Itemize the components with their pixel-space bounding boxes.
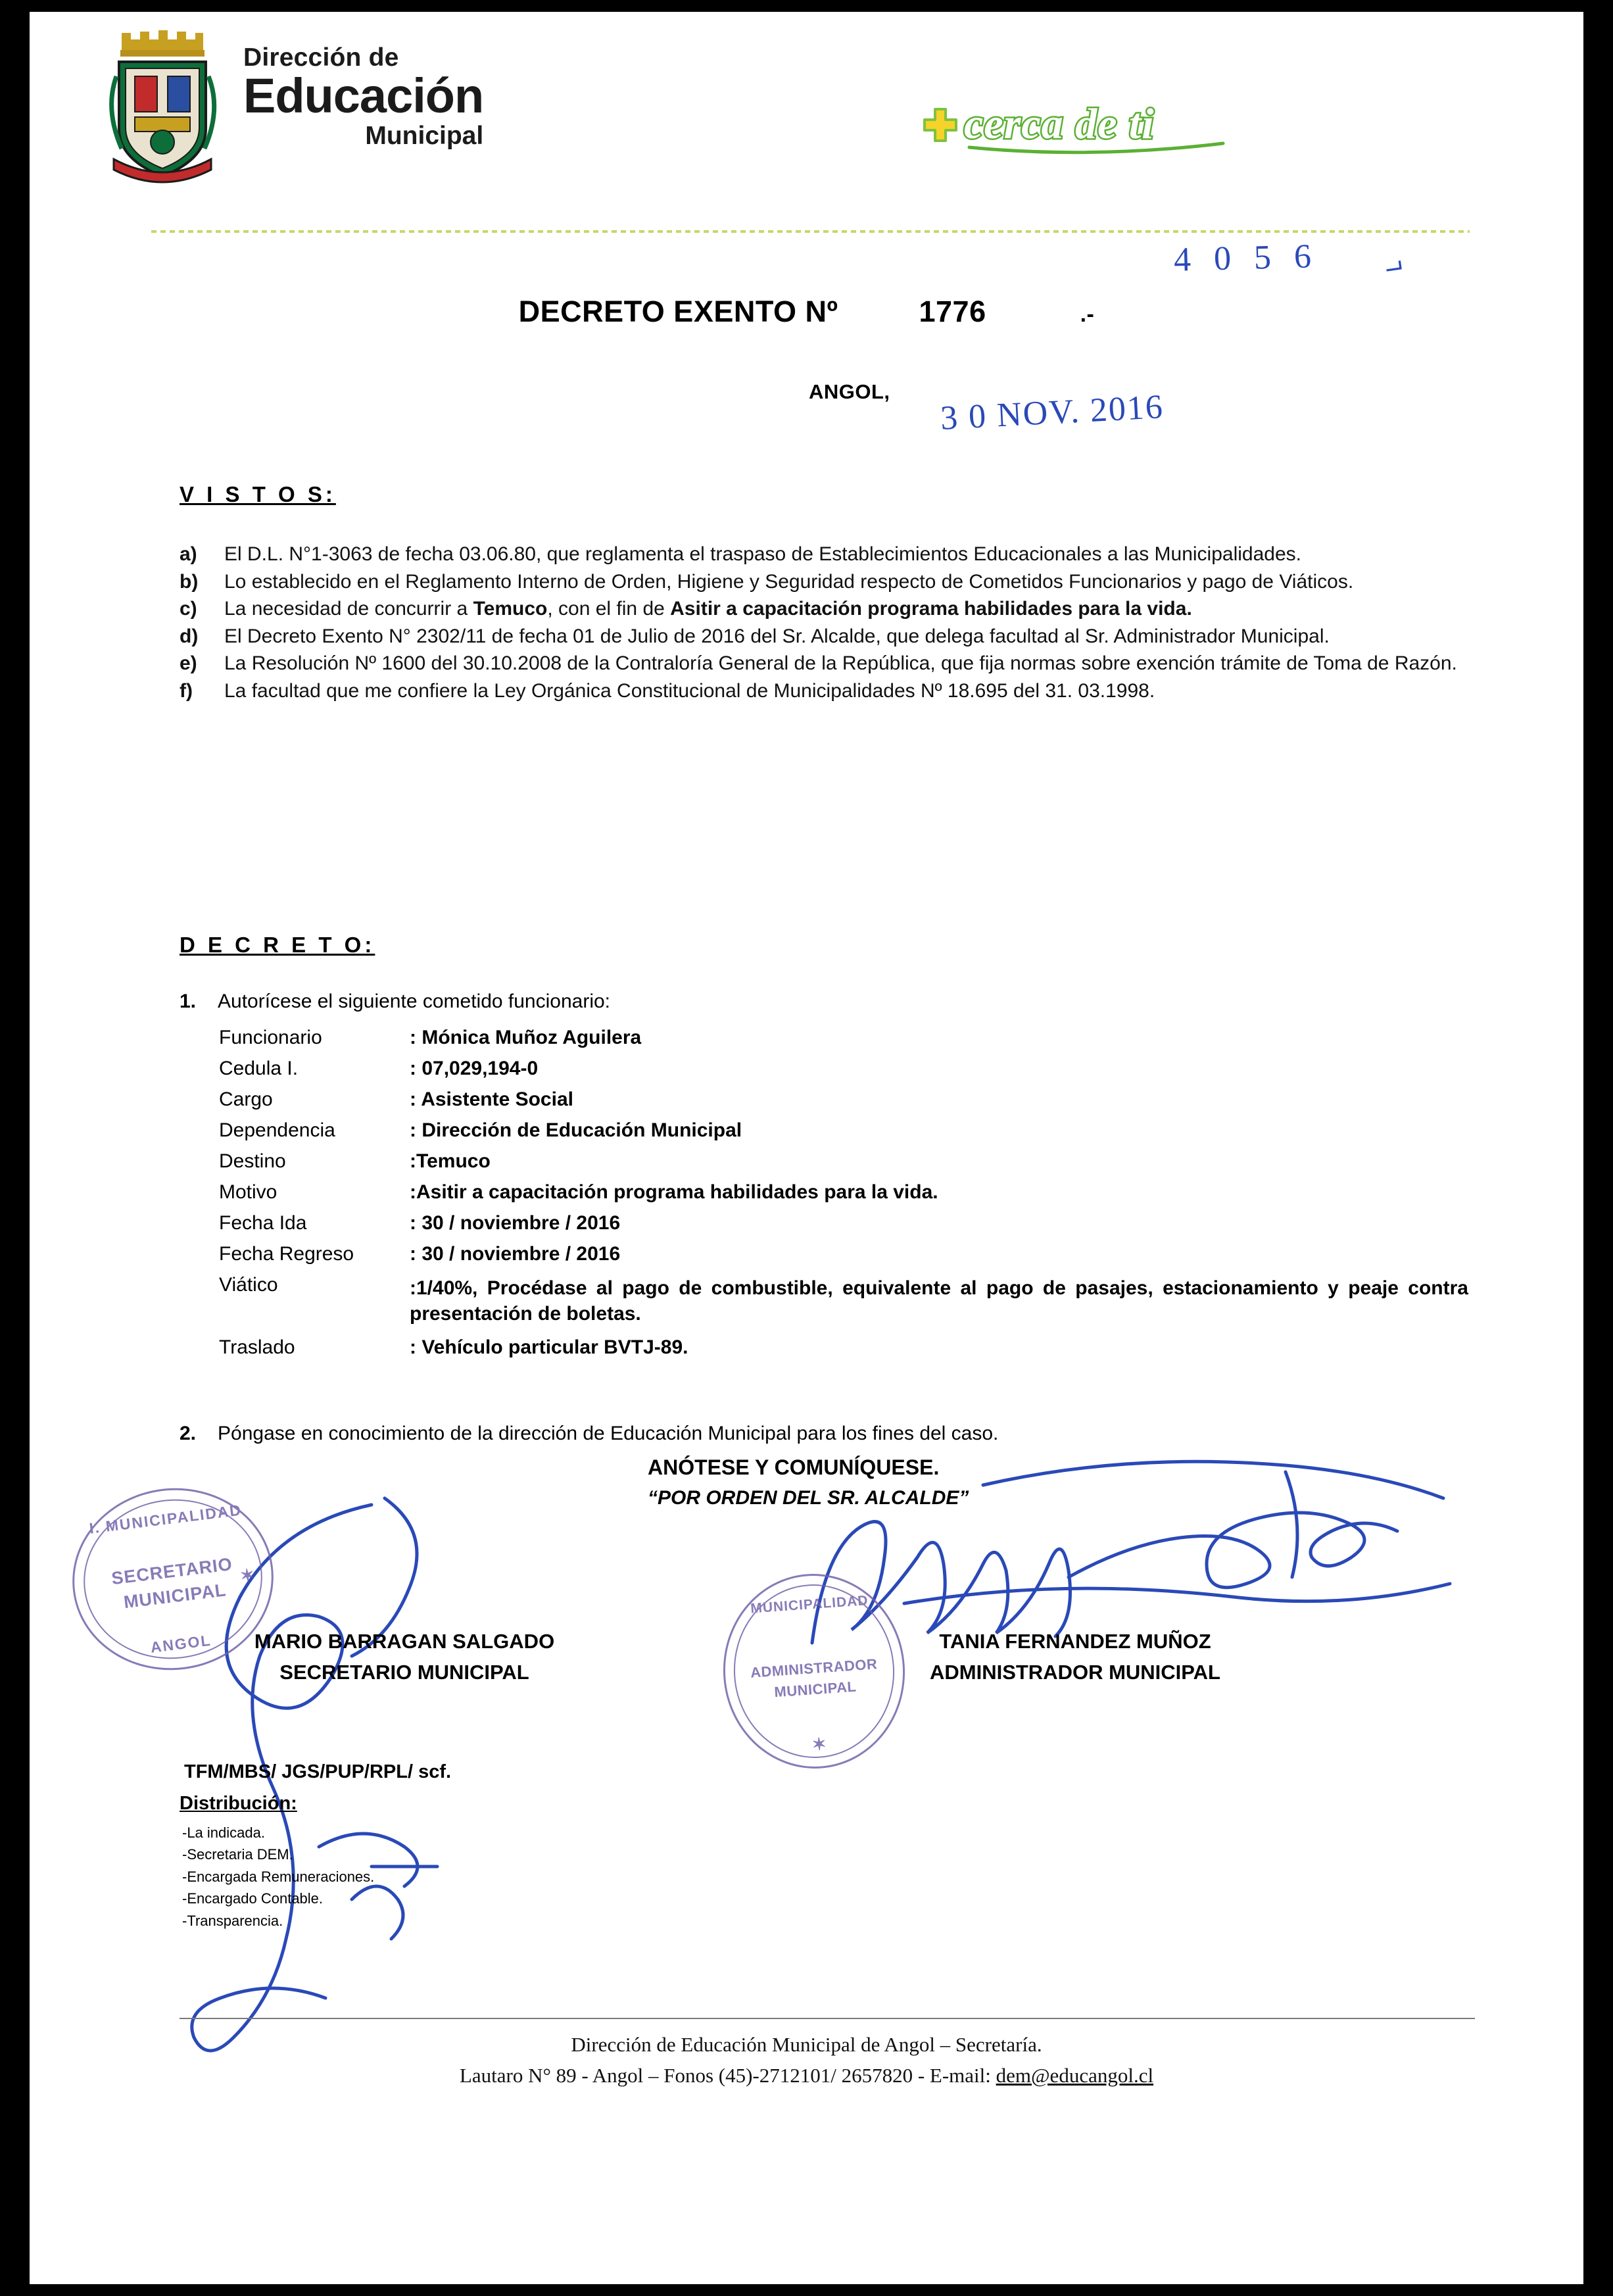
field-label: Traslado [219, 1336, 295, 1358]
list-item-text: La facultad que me confiere la Ley Orgánica Constitucional de Municipalidades Nº 18.695 del 31. 03.1998. [224, 679, 1155, 702]
page-title [30, 295, 1583, 329]
field-label: Fecha Ida [219, 1212, 307, 1234]
text-pre: La necesidad de concurrir a [224, 598, 473, 620]
field-label: Destino [219, 1150, 286, 1172]
list-item-text: Póngase en conocimiento de la dirección de Educación Municipal para los fines del caso. [218, 1423, 999, 1444]
list-item-marker: b) [180, 570, 199, 593]
table-row [219, 1121, 1468, 1140]
list-item-marker: 1. [180, 990, 197, 1012]
distribution-heading: Distribución: [180, 1793, 297, 1814]
list-item: -Secretaria DEM. [182, 1846, 293, 1863]
list-item [180, 623, 1475, 650]
stamp-line-4: ANGOL [149, 1631, 212, 1656]
list-item-marker: d) [180, 625, 199, 647]
text-mid: , con el fin de [547, 598, 671, 620]
logo-line-3: Municipal [365, 122, 484, 150]
list-item: -Encargado Contable. [182, 1890, 324, 1907]
field-value: : Dirección de Educación Municipal [410, 1119, 742, 1141]
list-item-marker: c) [180, 598, 197, 620]
decreto-heading: D E C R E T O: [180, 933, 375, 957]
field-label: Funcionario [219, 1027, 322, 1048]
list-item-text: El Decreto Exento N° 2302/11 de fecha 01 de Julio de 2016 del Sr. Alcalde, que delega facultad al Sr. Administrador Municipal. [224, 625, 1330, 647]
list-item-marker: e) [180, 652, 197, 675]
slogan-graphic [914, 91, 1295, 163]
city-label: ANGOL, [809, 380, 890, 403]
svg-text:cerca de ti: cerca de ti [964, 100, 1155, 148]
list-item-marker: 2. [180, 1423, 197, 1444]
text-bold-purpose: Asitir a capacitación programa habilidades para la vida. [670, 598, 1192, 620]
field-label: Fecha Regreso [219, 1243, 354, 1265]
list-item [180, 596, 1475, 622]
coat-of-arms-icon [102, 30, 224, 185]
signature-block-left [194, 1626, 615, 1688]
table-row [219, 1338, 1468, 1357]
text-bold-city: Temuco [473, 598, 548, 620]
stamp-line-2: SECRETARIO [110, 1553, 234, 1589]
stamp-star-icon: ✶ [811, 1734, 827, 1755]
list-item-text: La Resolución Nº 1600 del 30.10.2008 de la Contraloría General de la República, que fija normas sobre exención trámite de Toma de Razón. [224, 652, 1457, 675]
list-item [180, 650, 1475, 677]
document-header [30, 12, 1583, 216]
list-item-marker: f) [180, 679, 193, 702]
stamp-line-2: ADMINISTRADOR [750, 1655, 879, 1681]
list-item: -La indicada. [182, 1824, 265, 1841]
handwritten-initial-mark: ⨼ [1382, 243, 1405, 280]
document-page [30, 12, 1583, 2284]
table-row [219, 1183, 1468, 1202]
field-value: :1/40%, Procédase al pago de combustible, equivalente al pago de pasajes, estacionamiento y peaje contra presentación de boletas. [410, 1277, 1468, 1325]
field-label: Cedula I. [219, 1058, 299, 1079]
list-item [180, 678, 1475, 704]
decreto-point-2 [180, 1423, 1475, 1445]
stamp-star-icon: ✶ [239, 1564, 256, 1586]
footer-contact-text: Lautaro N° 89 - Angol – Fonos (45)-2712101/ 2657820 - E-mail: [459, 2063, 996, 2087]
signer-name: MARIO BARRAGAN SALGADO [254, 1630, 555, 1653]
field-value: : Vehículo particular BVTJ-89. [410, 1336, 688, 1358]
table-row [219, 1244, 1468, 1264]
decree-number: 1776 [919, 295, 986, 328]
logo-line-1: Dirección de [243, 43, 399, 72]
list-item-marker: a) [180, 543, 197, 565]
field-label: Dependencia [219, 1119, 335, 1141]
list-item-text: Autorícese el siguiente cometido funcionario: [218, 990, 611, 1012]
list-item-text [224, 596, 1475, 622]
field-value: : 07,029,194-0 [410, 1058, 539, 1079]
field-label: Cargo [219, 1088, 273, 1110]
organization-logo-text [243, 45, 483, 149]
footer-line-2 [30, 2061, 1583, 2091]
handwritten-registry-number: 4 0 5 6 [1173, 237, 1319, 279]
list-item [180, 541, 1475, 568]
table-row [219, 1059, 1468, 1079]
stamp-line-3: MUNICIPAL [773, 1678, 857, 1701]
cometido-fields-table [219, 1028, 1468, 1369]
list-item [180, 989, 1475, 1015]
stamp-line-1: I. MUNICIPALIDAD [88, 1501, 243, 1537]
decree-dash: .- [1080, 302, 1095, 327]
drafting-initials: TFM/MBS/ JGS/PUP/RPL/ scf. [184, 1761, 452, 1782]
table-row [219, 1028, 1468, 1048]
list-item: -Encargada Remuneraciones. [182, 1868, 375, 1885]
table-row [219, 1090, 1468, 1110]
field-value: : Mónica Muñoz Aguilera [410, 1027, 642, 1048]
signature-block-right [845, 1626, 1305, 1688]
footer-line-1: Dirección de Educación Municipal de Angol – Secretaría. [571, 2033, 1042, 2056]
list-item: -Transparencia. [182, 1912, 283, 1929]
signer-role: ADMINISTRADOR MUNICIPAL [929, 1660, 1220, 1684]
table-row [219, 1213, 1468, 1233]
stamp-line-1: MUNICIPALIDAD [750, 1593, 869, 1617]
list-item-text: El D.L. N°1-3063 de fecha 03.06.80, que reglamenta el traspaso de Establecimientos Educacionales a las Municipalidades. [224, 543, 1301, 565]
table-row [219, 1152, 1468, 1171]
por-orden-line: “POR ORDEN DEL SR. ALCALDE” [648, 1487, 969, 1509]
stamp-line-3: MUNICIPAL [122, 1580, 228, 1613]
vistos-list [180, 541, 1475, 706]
footer-divider [180, 2018, 1475, 2019]
field-value: : Asistente Social [410, 1088, 573, 1110]
document-footer [30, 2030, 1583, 2091]
field-value: :Temuco [410, 1150, 491, 1172]
logo-line-2: Educación [243, 68, 484, 123]
list-item [180, 569, 1475, 595]
field-value: : 30 / noviembre / 2016 [410, 1243, 621, 1265]
vistos-heading: V I S T O S: [180, 482, 336, 506]
header-divider [151, 230, 1470, 233]
signer-name: TANIA FERNANDEZ MUÑOZ [939, 1630, 1211, 1653]
anotese-line: ANÓTESE Y COMUNÍQUESE. [648, 1455, 940, 1479]
footer-email-link[interactable]: dem@educangol.cl [996, 2063, 1154, 2087]
distribution-list [182, 1822, 374, 1932]
decreto-point-1 [180, 989, 1475, 1015]
field-label: Viático [219, 1274, 278, 1296]
signer-role: SECRETARIO MUNICIPAL [279, 1660, 529, 1684]
decree-label: DECRETO EXENTO Nº [518, 295, 838, 328]
date-stamp: 3 0 NOV. 2016 [939, 388, 1165, 437]
field-label: Motivo [219, 1181, 277, 1203]
list-item-text: Lo establecido en el Reglamento Interno de Orden, Higiene y Seguridad respecto de Cometidos Funcionarios y pago de Viáticos. [224, 570, 1354, 593]
table-row [219, 1275, 1468, 1327]
field-value: : 30 / noviembre / 2016 [410, 1212, 621, 1234]
field-value: :Asitir a capacitación programa habilidades para la vida. [410, 1181, 938, 1203]
